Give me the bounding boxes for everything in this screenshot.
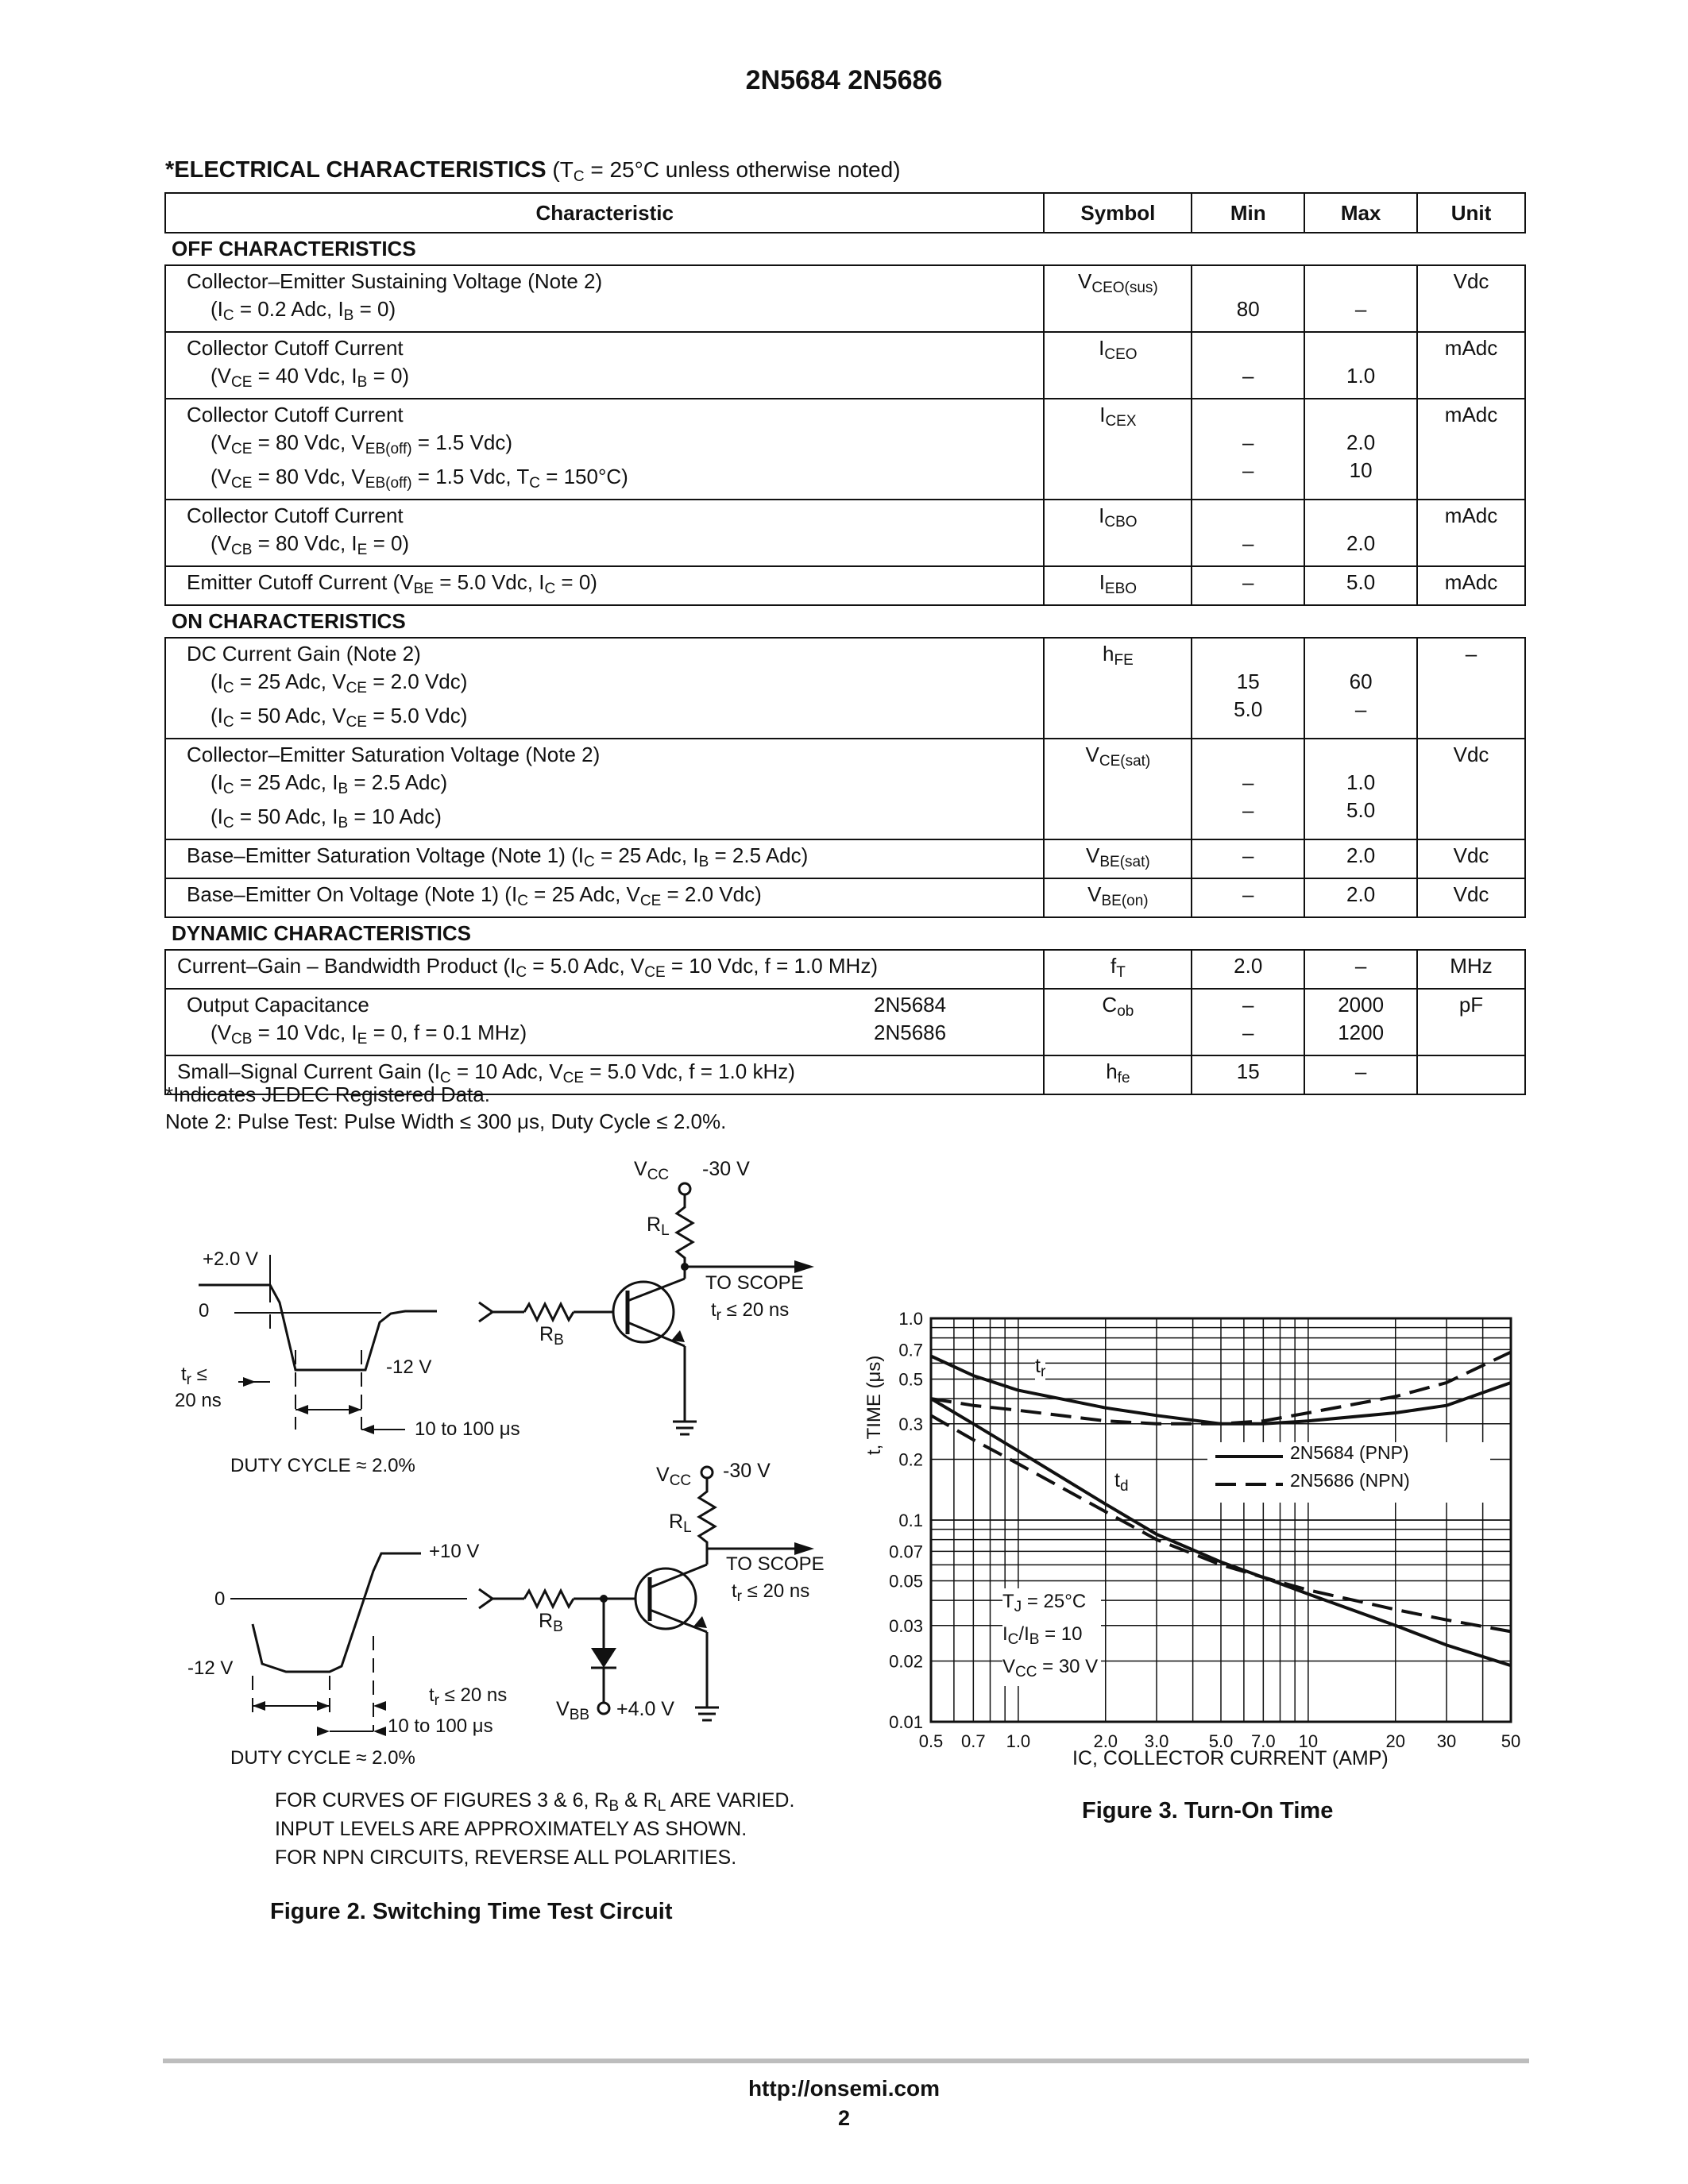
min-cell: – – — [1192, 989, 1304, 1055]
cond-tj: $T_J = 25^\circ C$ — [1002, 1591, 1087, 1615]
scope-label-top: TO SCOPE — [705, 1272, 804, 1294]
max-cell: 1.0 — [1304, 332, 1417, 399]
symbol-cell: $f_T$ — [1044, 950, 1192, 989]
vcc-label-top: $V_{CC}$ — [634, 1158, 670, 1183]
x-tick-label: 1.0 — [1006, 1731, 1031, 1751]
unit-cell — [1417, 1055, 1525, 1094]
legend-pnp-label: 2N5684 (PNP) — [1290, 1442, 1409, 1463]
x-tick-label: 0.7 — [961, 1731, 986, 1751]
test-conditions — [1002, 1588, 1101, 1686]
unit-cell: pF — [1417, 989, 1525, 1055]
y-tick-label: 0.7 — [898, 1340, 923, 1360]
unit-cell: Vdc — [1417, 839, 1525, 878]
footnote-jedec: *Indicates JEDEC Registered Data. — [165, 1082, 490, 1106]
figure3-caption: Figure 3. Turn-On Time — [1082, 1798, 1334, 1823]
x-tick-label: 2.0 — [1093, 1731, 1118, 1751]
symbol-cell: $I_{CEX}$ — [1044, 399, 1192, 500]
max-cell: 2.0 — [1304, 878, 1417, 917]
unit-cell: – — [1417, 638, 1525, 739]
page-number: 2 — [837, 2106, 851, 2130]
symbol-cell: $V_{CEO(sus)}$ — [1044, 265, 1192, 332]
y-tick-label: 0.02 — [889, 1651, 923, 1672]
footer-divider — [163, 2059, 1529, 2063]
min-cell: – — [1192, 839, 1304, 878]
x-tick-label: 10 — [1298, 1731, 1319, 1751]
symbol-cell: $h_{fe}$ — [1044, 1055, 1192, 1094]
unit-cell: mAdc — [1417, 500, 1525, 566]
wave-top-minus: -12 V — [386, 1356, 432, 1378]
footnote-note2: Note 2: Pulse Test: Pulse Width ≤ 300 μs, Duty Cycle ≤ 2.0%. — [165, 1109, 727, 1133]
col-header-min: Min — [1192, 193, 1304, 233]
x-tick-label: 50 — [1501, 1731, 1521, 1751]
char-iebo: Emitter Cutoff Current ($V_{BE} = 5.0$ Vdc, $I_C = 0$) — [165, 566, 1044, 605]
symbol-cell: $V_{CE(sat)}$ — [1044, 739, 1192, 839]
scope-tr-bottom: $t_r \le 20$ ns — [732, 1580, 810, 1605]
figure2-note-1: FOR CURVES OF FIGURES 3 & 6, $R_B$ & $R_L$ ARE VARIED. — [275, 1789, 795, 1815]
wave-bottom-zero: 0 — [214, 1588, 226, 1610]
section-title-dynamic: DYNAMIC CHARACTERISTICS — [165, 917, 1525, 950]
unit-cell: MHz — [1417, 950, 1525, 989]
wave-top-tr: $t_r$ ≤ — [181, 1364, 207, 1388]
legend-npn-label: 2N5686 (NPN) — [1290, 1470, 1410, 1491]
min-cell: – — [1192, 566, 1304, 605]
col-header-max: Max — [1304, 193, 1417, 233]
min-cell: 15 5.0 — [1192, 638, 1304, 739]
char-vbeon: Base–Emitter On Voltage (Note 1) ($I_C = 25$ Adc, $V_{CE} = 2.0$ Vdc) — [165, 878, 1044, 917]
min-cell: – — [1192, 878, 1304, 917]
col-header-symbol: Symbol — [1044, 193, 1192, 233]
y-tick-label: 0.1 — [898, 1511, 923, 1530]
min-cell: – — [1192, 332, 1304, 399]
col-header-unit: Unit — [1417, 193, 1525, 233]
y-tick-label: 0.07 — [889, 1542, 923, 1562]
symbol-cell: $I_{CBO}$ — [1044, 500, 1192, 566]
rb-label-bottom: $R_B$ — [539, 1610, 563, 1635]
figure2-caption: Figure 2. Switching Time Test Circuit — [270, 1899, 673, 1924]
switching-test-circuit-diagram — [0, 0, 858, 1954]
max-cell: 60 – — [1304, 638, 1417, 739]
wave-bottom-minus: -12 V — [187, 1657, 234, 1679]
wave-bottom-plus: +10 V — [429, 1541, 480, 1562]
char-icbo: Collector Cutoff Current ($V_{CB} = 80$ Vdc, $I_E = 0$) — [165, 500, 1044, 566]
section-title-on: ON CHARACTERISTICS — [165, 605, 1525, 638]
wave-top-plus: +2.0 V — [203, 1248, 259, 1270]
duty-cycle-top: DUTY CYCLE ≈ 2.0% — [230, 1455, 415, 1476]
char-ft: Current–Gain – Bandwidth Product ($I_C = 5.0$ Adc, $V_{CE} = 10$ Vdc, f = 1.0 MHz) — [165, 950, 1044, 989]
char-hfe-small: Small–Signal Current Gain ($I_C = 10$ Adc, $V_{CE} = 5.0$ Vdc, f = 1.0 kHz) — [165, 1055, 1044, 1094]
max-cell: 2.0 — [1304, 500, 1417, 566]
max-cell: – — [1304, 265, 1417, 332]
unit-cell: mAdc — [1417, 332, 1525, 399]
figure2-note-2: INPUT LEVELS ARE APPROXIMATELY AS SHOWN. — [275, 1818, 747, 1840]
y-tick-label: 1.0 — [898, 1309, 923, 1329]
x-axis-label: IC, COLLECTOR CURRENT (AMP) — [1072, 1747, 1389, 1769]
wave-bottom-tr: $t_r \le 20$ ns — [429, 1684, 508, 1709]
turn-on-time-chart — [842, 1287, 1525, 1795]
y-tick-label: 0.01 — [889, 1712, 923, 1732]
max-cell: 2.0 10 — [1304, 399, 1417, 500]
char-vbesat: Base–Emitter Saturation Voltage (Note 1) ($I_C = 25$ Adc, $I_B = 2.5$ Adc) — [165, 839, 1044, 878]
cond-vcc: $V_{CC} = 30$ V — [1002, 1656, 1099, 1680]
unit-cell: mAdc — [1417, 566, 1525, 605]
x-tick-label: 20 — [1385, 1731, 1405, 1751]
min-cell: – – — [1192, 399, 1304, 500]
unit-cell: Vdc — [1417, 739, 1525, 839]
symbol-cell: $I_{CEO}$ — [1044, 332, 1192, 399]
duty-cycle-bottom: DUTY CYCLE ≈ 2.0% — [230, 1747, 415, 1769]
wave-top-width: 10 to 100 μs — [415, 1418, 520, 1440]
x-tick-label: 3.0 — [1144, 1731, 1169, 1751]
char-hfe: DC Current Gain (Note 2) ($I_C = 25$ Adc, $V_{CE} = 2.0$ Vdc) ($I_C = 50$ Adc, $V_{CE} = 5.0$ Vdc) — [165, 638, 1044, 739]
section-title-off: OFF CHARACTERISTICS — [165, 233, 1525, 265]
max-cell: 2000 1200 — [1304, 989, 1417, 1055]
symbol-cell: $h_{FE}$ — [1044, 638, 1192, 739]
col-header-characteristic: Characteristic — [165, 193, 1044, 233]
wave-top-tr-value: 20 ns — [175, 1390, 222, 1411]
symbol-cell: $I_{EBO}$ — [1044, 566, 1192, 605]
scope-tr-top: $t_r \le 20$ ns — [711, 1299, 790, 1324]
char-vcesat: Collector–Emitter Saturation Voltage (Note 2) ($I_C = 25$ Adc, $I_B = 2.5$ Adc) ($I_C = 50$ Adc, $I_B = 10$ Adc) — [165, 739, 1044, 839]
min-cell: 80 — [1192, 265, 1304, 332]
wave-bottom-width: 10 to 100 μs — [388, 1715, 493, 1737]
x-tick-label: 5.0 — [1208, 1731, 1234, 1751]
max-cell: – — [1304, 1055, 1417, 1094]
page-title: 2N5684 2N5686 — [745, 65, 943, 95]
vcc-label-bottom: $V_{CC}$ — [656, 1464, 692, 1489]
min-cell: – — [1192, 500, 1304, 566]
x-tick-label: 7.0 — [1251, 1731, 1276, 1751]
x-tick-label: 0.5 — [918, 1731, 944, 1751]
max-cell: – — [1304, 950, 1417, 989]
max-cell: 2.0 — [1304, 839, 1417, 878]
curve-label-tr: $t_r$ — [1035, 1355, 1046, 1380]
vcc-value-bottom: -30 V — [723, 1460, 771, 1482]
symbol-cell: $V_{BE(on)}$ — [1044, 878, 1192, 917]
symbol-cell: $V_{BE(sat)}$ — [1044, 839, 1192, 878]
figure2-note-3: FOR NPN CIRCUITS, REVERSE ALL POLARITIES. — [275, 1846, 737, 1869]
char-icex: Collector Cutoff Current ($V_{CE} = 80$ Vdc, $V_{EB(off)} = 1.5$ Vdc) ($V_{CE} = 80$ Vdc, $V_{EB(off)} = 1.5$ Vdc, $T_C = 150^\circ C$) — [165, 399, 1044, 500]
min-cell: 15 — [1192, 1055, 1304, 1094]
y-tick-label: 0.05 — [889, 1571, 923, 1592]
char-vceo: Collector–Emitter Sustaining Voltage (Note 2) ($I_C = 0.2$ Adc, $I_B = 0$) — [165, 265, 1044, 332]
unit-cell: Vdc — [1417, 265, 1525, 332]
rb-label-top: $R_B$ — [539, 1323, 564, 1349]
char-iceo: Collector Cutoff Current ($V_{CE} = 40$ Vdc, $I_B = 0$) — [165, 332, 1044, 399]
rl-label-bottom: $R_L$ — [669, 1511, 692, 1536]
x-tick-label: 30 — [1436, 1731, 1457, 1751]
ec-heading-title: *ELECTRICAL CHARACTERISTICS — [165, 157, 547, 183]
max-cell: 1.0 5.0 — [1304, 739, 1417, 839]
vcc-value-top: -30 V — [702, 1158, 750, 1180]
ec-heading-cond: ($T_C = 25^\circ C$ unless otherwise noted) — [552, 157, 901, 185]
min-cell: – – — [1192, 739, 1304, 839]
unit-cell: mAdc — [1417, 399, 1525, 500]
y-tick-label: 0.5 — [898, 1369, 923, 1390]
curve-label-td: $t_d$ — [1114, 1469, 1129, 1495]
vbb-value: +4.0 V — [616, 1698, 674, 1720]
char-cob: Output Capacitance 2N5684 ($V_{CB} = 10$ Vdc, $I_E = 0$, f = 0.1 MHz) 2N5686 — [165, 989, 1044, 1055]
unit-cell: Vdc — [1417, 878, 1525, 917]
y-axis-label: t, TIME (μs) — [863, 1355, 885, 1455]
y-tick-label: 0.03 — [889, 1615, 923, 1636]
min-cell: 2.0 — [1192, 950, 1304, 989]
vbb-label: $V_{BB}$ — [556, 1698, 590, 1723]
wave-top-zero: 0 — [199, 1300, 210, 1322]
y-tick-label: 0.2 — [898, 1449, 923, 1470]
footer-url[interactable]: http://onsemi.com — [747, 2076, 941, 2101]
rl-label-top: $R_L$ — [647, 1214, 670, 1239]
symbol-cell: $C_{ob}$ — [1044, 989, 1192, 1055]
y-tick-label: 0.3 — [898, 1414, 923, 1434]
scope-label-bottom: TO SCOPE — [726, 1553, 825, 1575]
cond-ic-ib: $I_C/I_B = 10$ — [1002, 1623, 1083, 1648]
max-cell: 5.0 — [1304, 566, 1417, 605]
